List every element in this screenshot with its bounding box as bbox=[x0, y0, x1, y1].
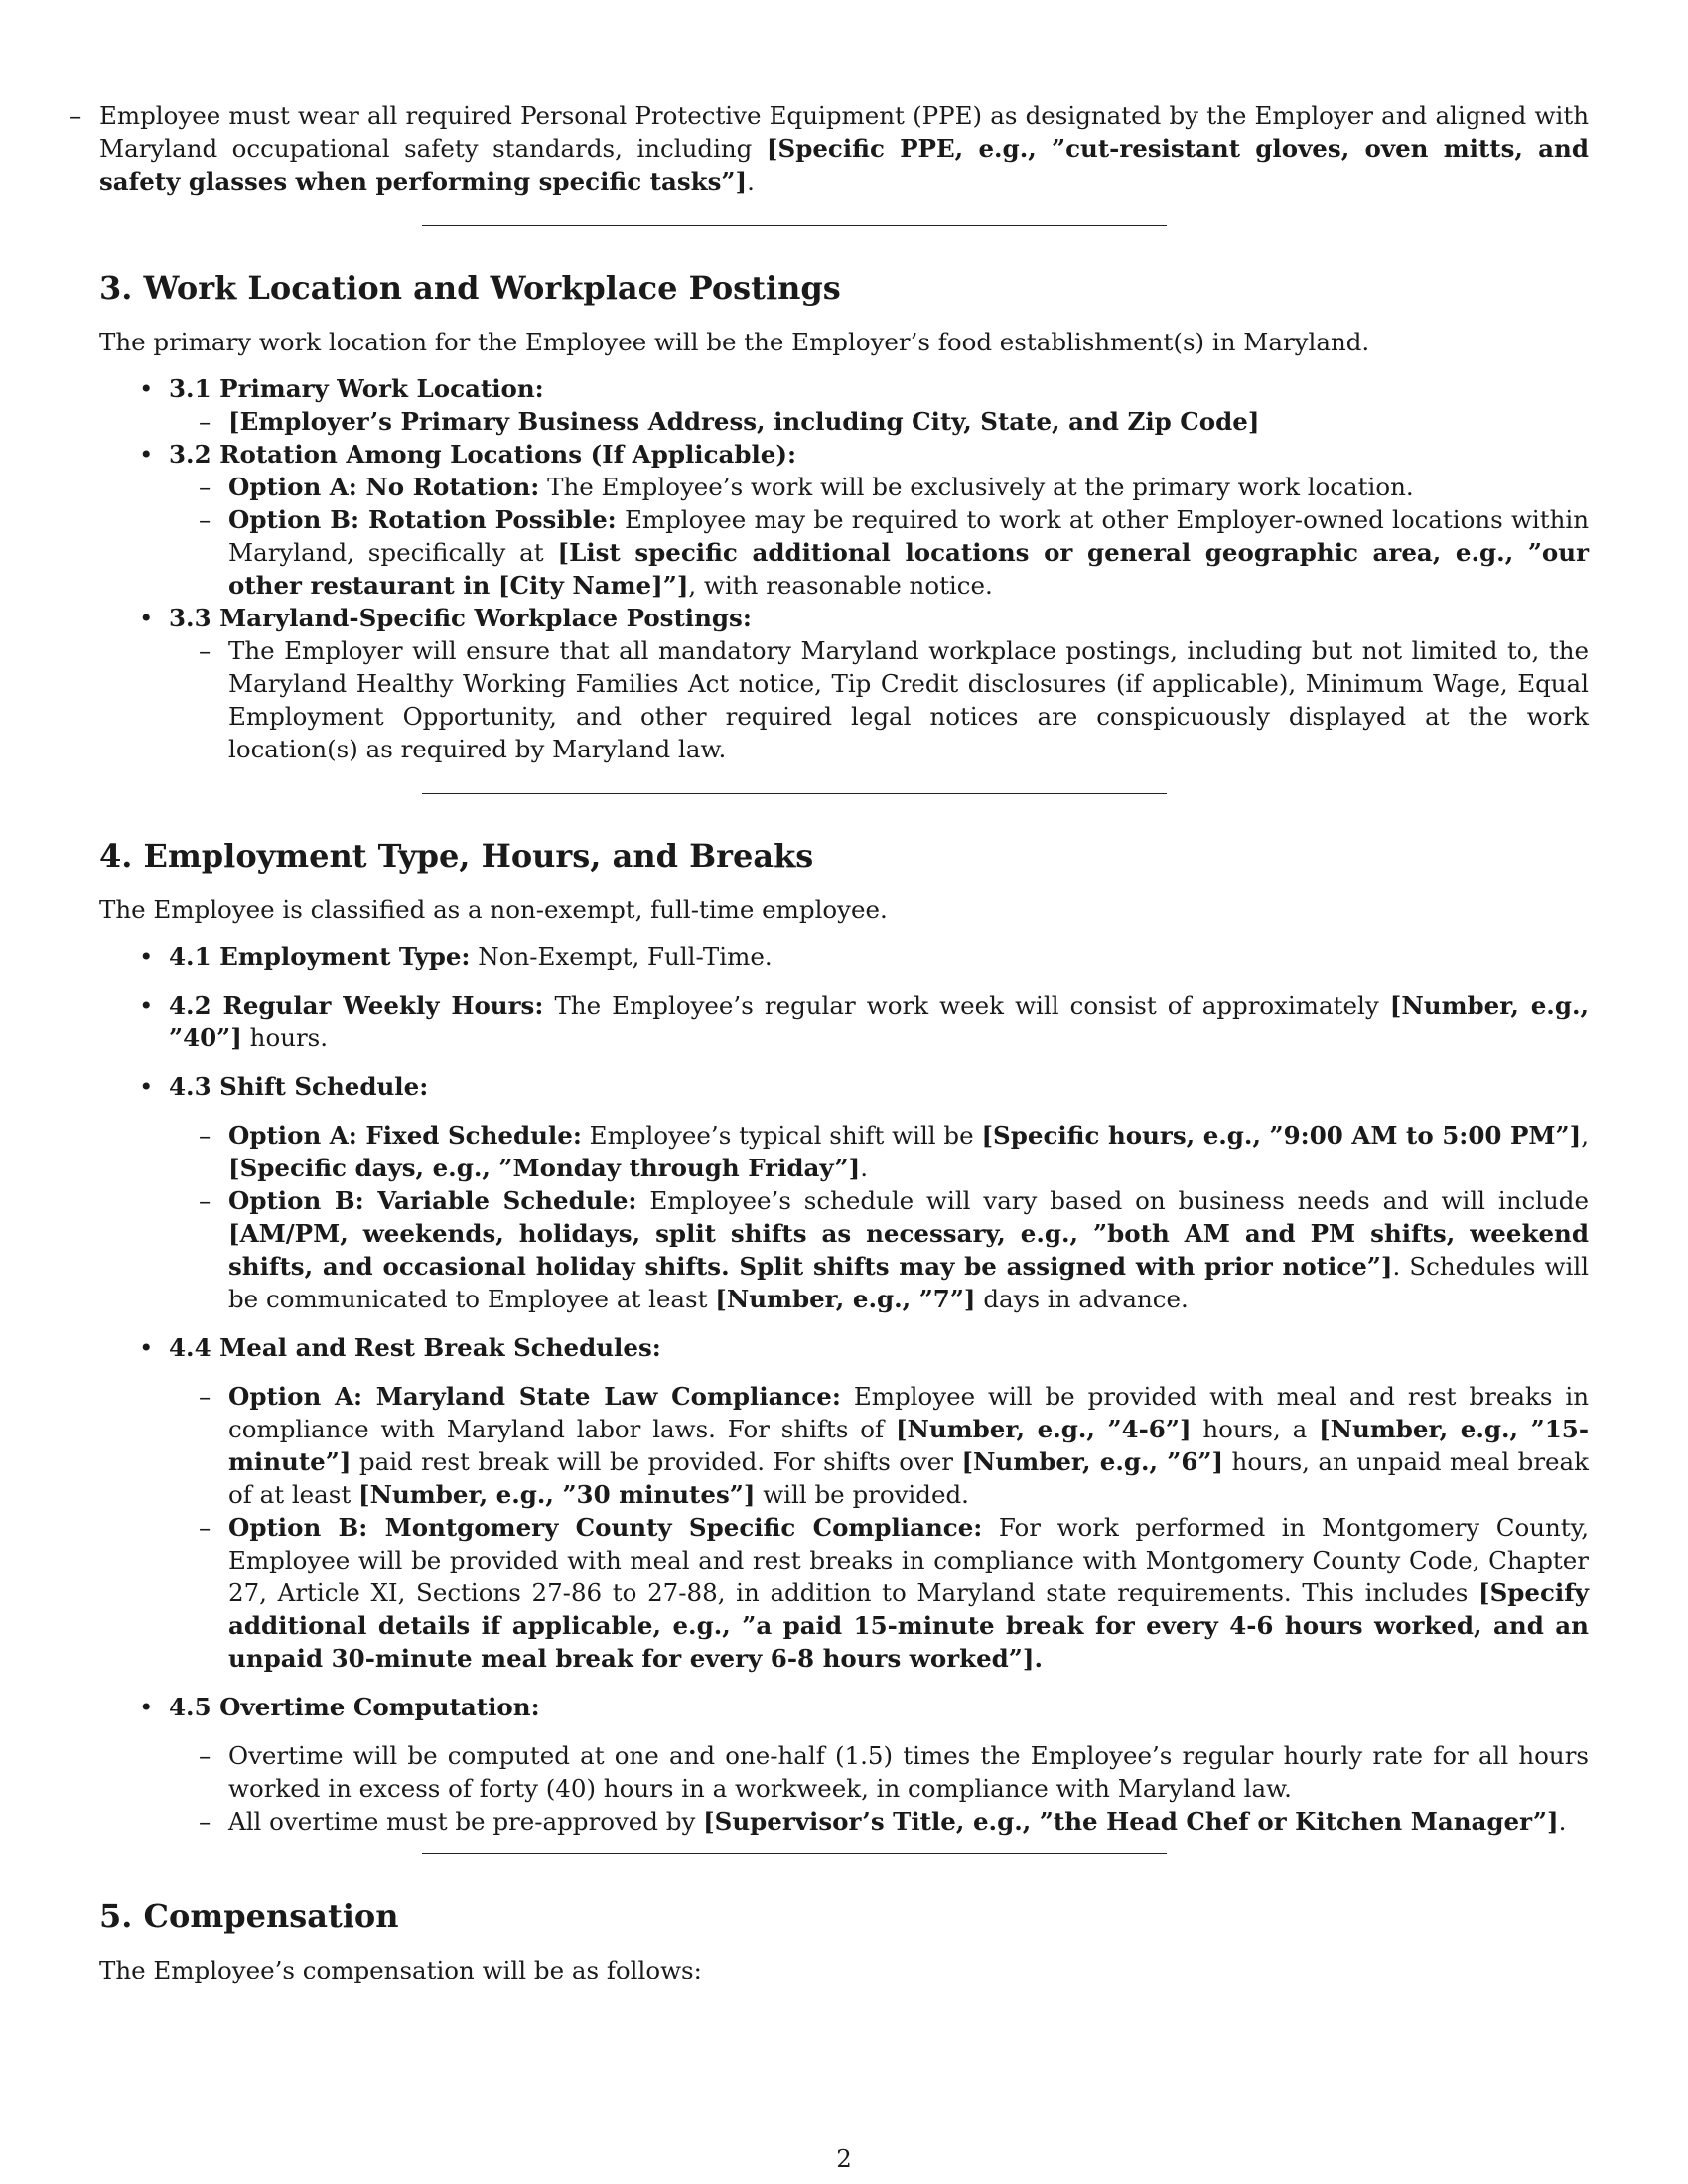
ppe-list bbox=[99, 99, 1589, 198]
list-item-4-5-approval bbox=[228, 1805, 1589, 1838]
shift-hours-placeholder: [Specific hours, e.g., ”9:00 AM to 5:00 PM”] bbox=[981, 1121, 1582, 1150]
label-3-2: 3.2 Rotation Among Locations (If Applicable): bbox=[169, 440, 797, 469]
page-number: 2 bbox=[836, 2144, 852, 2173]
ppe-end: . bbox=[747, 167, 755, 196]
number-placeholder: [Number, e.g., ”30 minutes”] bbox=[358, 1480, 756, 1509]
section-5-title: 5. Compensation bbox=[99, 1897, 399, 1935]
option-text: will be provided. bbox=[755, 1480, 969, 1509]
overtime-text: All overtime must be pre-approved by bbox=[228, 1807, 704, 1836]
section-3-intro: The primary work location for the Employee will be the Employer’s food establishment(s) in Maryland. bbox=[99, 328, 1370, 356]
number-placeholder: [Number, e.g., ”15-minute”] bbox=[228, 1415, 1589, 1476]
section-3-list bbox=[99, 372, 1589, 765]
list-item-3-2-a bbox=[228, 471, 1589, 503]
section-divider bbox=[422, 793, 1167, 794]
list-item-ppe bbox=[99, 99, 1589, 198]
option-text: Employee’s schedule will vary based on business needs and will include bbox=[636, 1186, 1589, 1215]
option-label: Option A: No Rotation: bbox=[228, 473, 540, 501]
label-3-1: 3.1 Primary Work Location: bbox=[169, 374, 544, 403]
weekly-hours-text: The Employee’s regular work week will consist of approximately bbox=[543, 991, 1390, 1020]
list-item-3-3-postings bbox=[228, 634, 1589, 765]
list-item-4-1 bbox=[169, 940, 1589, 973]
supervisor-placeholder: [Supervisor’s Title, e.g., ”the Head Chef or Kitchen Manager”] bbox=[703, 1807, 1559, 1836]
postings-text: The Employer will ensure that all mandatory Maryland workplace postings, including but not limited to, the Maryland Healthy Working Families Act notice, Tip Credit disclosures (if applicable), Minimum Wage, Equal Employment Opportunity, and other required legal notices are conspicuously displayed at the work location(s) as required by Maryland law. bbox=[228, 636, 1589, 763]
option-text: Employee’s typical shift will be bbox=[581, 1121, 982, 1150]
option-text: Employee will be provided with meal and rest breaks in compliance with Maryland labor laws. For shifts of bbox=[228, 1382, 1589, 1443]
option-end: days in advance. bbox=[975, 1285, 1189, 1313]
label-4-4: 4.4 Meal and Rest Break Schedules: bbox=[169, 1333, 661, 1362]
ppe-text: Employee must wear all required Personal Protective Equipment (PPE) as designated by the Employer and aligned with Maryland occupational safety standards, including bbox=[99, 101, 1589, 163]
schedule-placeholder: [AM/PM, weekends, holidays, split shifts as necessary, e.g., ”both AM and PM shifts, weekend shifts, and occasional holiday shifts. Split shifts may be assigned with prior notice”] bbox=[228, 1219, 1589, 1281]
section-4-intro: The Employee is classified as a non-exempt, full-time employee. bbox=[99, 895, 888, 924]
option-label: Option A: Maryland State Law Compliance: bbox=[228, 1382, 841, 1411]
option-label: Option A: Fixed Schedule: bbox=[228, 1121, 582, 1150]
hours-placeholder: [Number, e.g., ”40”] bbox=[169, 991, 1590, 1052]
list-item-3-2 bbox=[169, 438, 1589, 602]
section-4-title: 4. Employment Type, Hours, and Breaks bbox=[99, 837, 814, 875]
section-3-title: 3. Work Location and Workplace Postings bbox=[99, 269, 841, 307]
option-text: hours, an unpaid meal break of at least bbox=[228, 1447, 1589, 1509]
option-text: hours, a bbox=[1191, 1415, 1320, 1443]
option-text: For work performed in Montgomery County, Employee will be provided with meal and rest breaks in compliance with Montgomery County Code, Chapter 27, Article XI, Sections 27-86 to 27-88, in addition to Maryland state requirements. This includes bbox=[228, 1513, 1589, 1607]
section-5-intro: The Employee’s compensation will be as follows: bbox=[99, 1956, 702, 1984]
address-placeholder: [Employer’s Primary Business Address, including City, State, and Zip Code] bbox=[228, 407, 1260, 436]
label-4-1: 4.1 Employment Type: bbox=[169, 942, 471, 971]
label-3-3: 3.3 Maryland-Specific Workplace Postings: bbox=[169, 604, 752, 632]
shift-days-placeholder: [Specific days, e.g., ”Monday through Friday”] bbox=[228, 1154, 861, 1182]
option-text: , bbox=[1581, 1121, 1590, 1150]
option-label: Option B: Montgomery County Specific Compliance: bbox=[228, 1513, 983, 1542]
option-label: Option B: Rotation Possible: bbox=[228, 505, 617, 534]
option-end: . bbox=[860, 1154, 869, 1182]
option-end: , with reasonable notice. bbox=[688, 571, 993, 600]
list-item-4-3-b bbox=[228, 1184, 1589, 1315]
weekly-hours-end: hours. bbox=[241, 1024, 329, 1052]
label-4-2: 4.2 Regular Weekly Hours: bbox=[169, 991, 544, 1020]
list-item-4-4 bbox=[169, 1331, 1589, 1675]
locations-placeholder: [List specific additional locations or general geographic area, e.g., ”our other restaurant in [City Name]”] bbox=[228, 538, 1589, 600]
list-item-4-2 bbox=[169, 989, 1589, 1054]
list-item-3-1-address bbox=[228, 405, 1589, 438]
employment-type-text: Non-Exempt, Full-Time. bbox=[470, 942, 773, 971]
list-item-4-4-a bbox=[228, 1380, 1589, 1511]
option-label: Option B: Variable Schedule: bbox=[228, 1186, 637, 1215]
overtime-text: Overtime will be computed at one and one-half (1.5) times the Employee’s regular hourly rate for all hours worked in excess of forty (40) hours in a workweek, in compliance with Maryland law. bbox=[228, 1741, 1589, 1803]
option-text: . Schedules will be communicated to Employee at least bbox=[228, 1252, 1590, 1313]
option-text: paid rest break will be provided. For shifts over bbox=[351, 1447, 962, 1476]
ppe-placeholder: [Specific PPE, e.g., ”cut-resistant gloves, oven mitts, and safety glasses when performing specific tasks”] bbox=[99, 134, 1589, 196]
overtime-end: . bbox=[1558, 1807, 1567, 1836]
number-placeholder: [Number, e.g., ”4-6”] bbox=[895, 1415, 1192, 1443]
number-placeholder: [Number, e.g., ”6”] bbox=[961, 1447, 1224, 1476]
list-item-4-5-rate bbox=[228, 1739, 1589, 1805]
list-item-4-5 bbox=[169, 1691, 1589, 1838]
list-item-4-3 bbox=[169, 1070, 1589, 1315]
list-item-3-2-b bbox=[228, 503, 1589, 602]
option-text: Employee may be required to work at other Employer-owned locations within Maryland, specifically at bbox=[228, 505, 1589, 567]
list-item-3-3 bbox=[169, 602, 1589, 765]
document-page bbox=[99, 99, 1589, 1986]
label-4-3: 4.3 Shift Schedule: bbox=[169, 1072, 429, 1101]
section-4-list bbox=[99, 940, 1589, 1838]
list-item-4-4-b bbox=[228, 1511, 1589, 1675]
section-divider bbox=[422, 225, 1167, 226]
notice-days-placeholder: [Number, e.g., ”7”] bbox=[715, 1285, 976, 1313]
list-item-3-1 bbox=[169, 372, 1589, 438]
details-placeholder: [Specify additional details if applicable, e.g., ”a paid 15-minute break for every 4-6 hours worked, and an unpaid 30-minute meal break for every 6-8 hours worked”]. bbox=[228, 1578, 1589, 1673]
label-4-5: 4.5 Overtime Computation: bbox=[169, 1693, 540, 1721]
section-divider bbox=[422, 1853, 1167, 1854]
list-item-4-3-a bbox=[228, 1119, 1589, 1184]
option-text: The Employee’s work will be exclusively at the primary work location. bbox=[539, 473, 1414, 501]
